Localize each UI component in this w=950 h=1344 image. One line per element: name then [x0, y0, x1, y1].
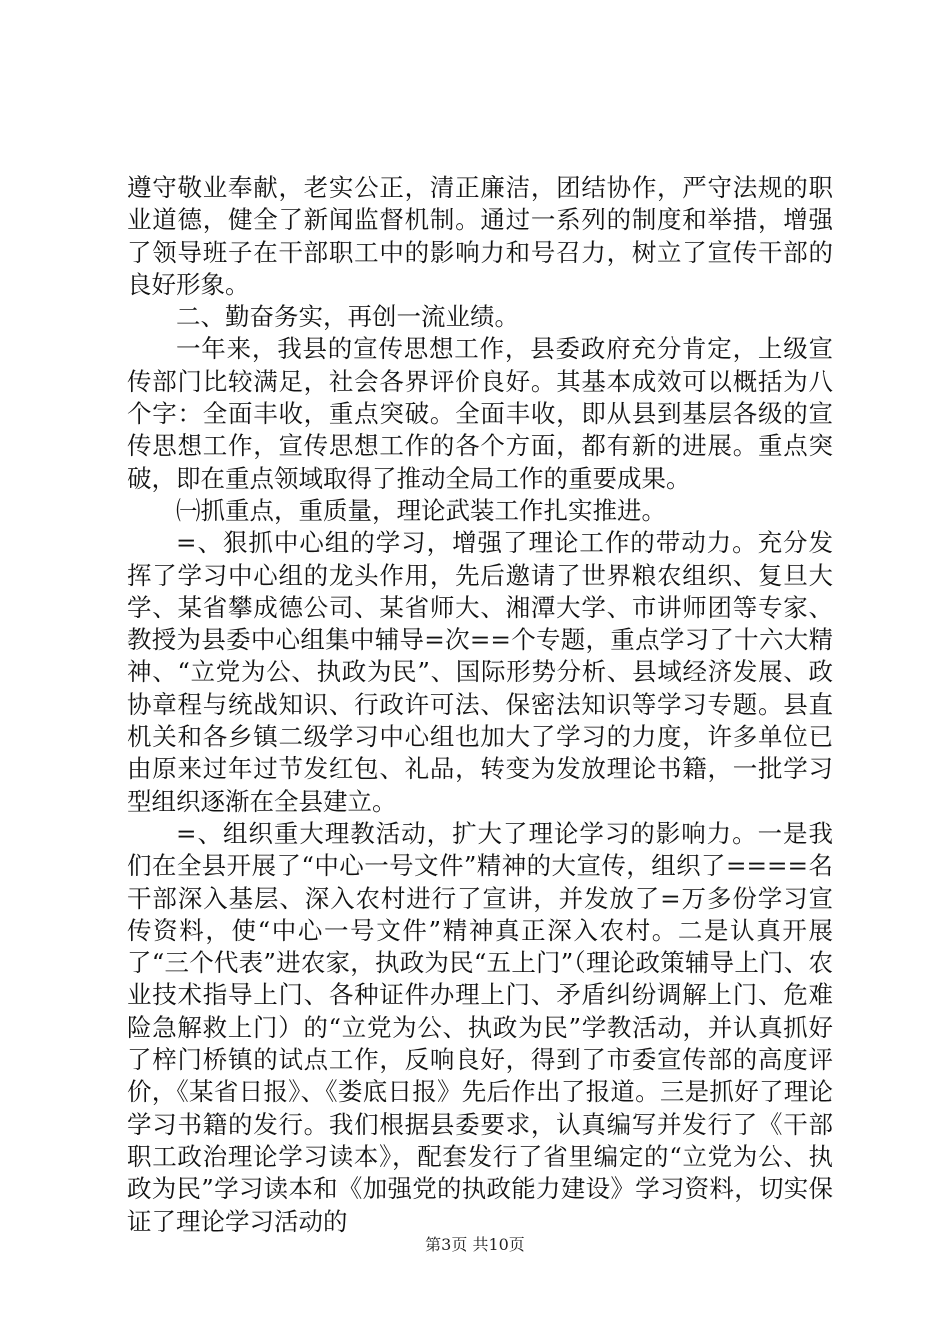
- paragraph-5: =、狠抓中心组的学习，增强了理论工作的带动力。充分发挥了学习中心组的龙头作用，先后邀请了世界粮农组织、复旦大学、某省攀成德公司、某省师大、湘潭大学、市讲师团等专家、教授为县委中心组集中辅导=次==个专题，重点学习了十六大精神、“立党为公、执政为民”、国际形势分析、县域经济发展、政协章程与统战知识、行政许可法、保密法知识等学习专题。县直机关和各乡镇二级学习中心组也加大了学习的力度，许多单位已由原来过年过节发红包、礼品，转变为发放理论书籍，一批学习型组织逐渐在全县建立。: [127, 528, 833, 816]
- paragraph-3: 一年来，我县的宣传思想工作，县委政府充分肯定，上级宣传部门比较满足，社会各界评价良好。其基本成效可以概括为八个字：全面丰收，重点突破。全面丰收，即从县到基层各级的宣传思想工作，宣传思想工作的各个方面，都有新的进展。重点突破，即在重点领域取得了推动全局工作的重要成果。: [127, 334, 833, 493]
- paragraph-6: =、组织重大理教活动，扩大了理论学习的影响力。一是我们在全县开展了“中心一号文件”精神的大宣传，组织了====名干部深入基层、深入农村进行了宣讲，并发放了=万多份学习宣传资料，使“中心一号文件”精神真正深入农村。二是认真开展了“三个代表”进农家，执政为民“五上门”（理论政策辅导上门、农业技术指导上门、各种证件办理上门、矛盾纠纷调解上门、危难险急解救上门）的“立党为公、执政为民”学教活动，并认真抓好了梓门桥镇的试点工作，反响良好，得到了市委宣传部的高度评价，《某省日报》、《娄底日报》先后作出了报道。三是抓好了理论学习书籍的发行。我们根据县委要求，认真编写并发行了《干部职工政治理论学习读本》，配套发行了省里编定的“立党为公、执政为民”学习读本和《加强党的执政能力建设》学习资料，切实保证了理论学习活动的: [127, 818, 833, 1236]
- document-body: [127, 172, 833, 1238]
- page-number-footer: 第3页 共10页: [425, 1235, 525, 1254]
- paragraph-1: 遵守敬业奉献，老实公正，清正廉洁，团结协作，严守法规的职业道德，健全了新闻监督机制。通过一系列的制度和举措，增强了领导班子在干部职工中的影响力和号召力，树立了宣传干部的良好形象。: [127, 173, 833, 299]
- paragraph-4-subsection-heading: ㈠抓重点，重质量，理论武装工作扎实推进。: [176, 495, 666, 525]
- paragraph-2-section-heading: 二、勤奋务实，再创一流业绩。: [176, 302, 519, 332]
